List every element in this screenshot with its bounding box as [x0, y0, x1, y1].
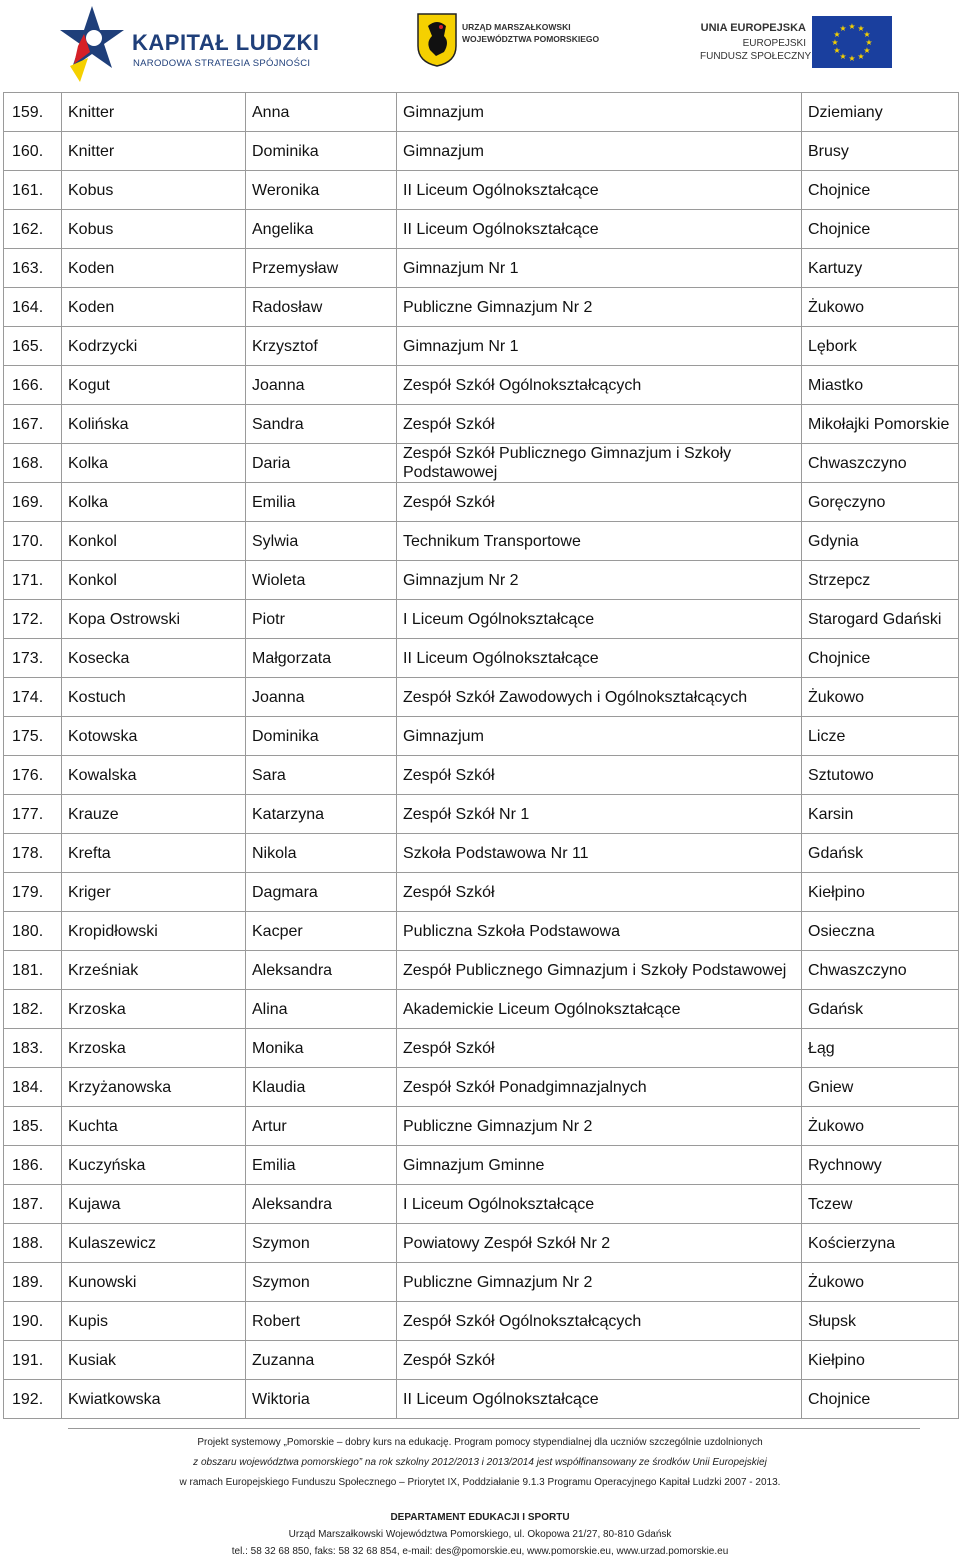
cell-num: 166. — [4, 366, 62, 405]
students-table-body — [4, 93, 959, 1419]
cell-town: Gniew — [802, 1068, 959, 1107]
cell-surname: Kriger — [62, 873, 246, 912]
cell-name: Szymon — [246, 1224, 397, 1263]
cell-num: 192. — [4, 1380, 62, 1419]
griffin-crest-icon — [416, 12, 458, 68]
cell-surname: Kobus — [62, 171, 246, 210]
cell-surname: Krzoska — [62, 1029, 246, 1068]
cell-town: Osieczna — [802, 912, 959, 951]
cell-town: Gdańsk — [802, 834, 959, 873]
cell-surname: Krefta — [62, 834, 246, 873]
cell-surname: Kolka — [62, 444, 246, 483]
svg-text:★: ★ — [833, 46, 841, 55]
cell-school: I Liceum Ogólnokształcące — [397, 600, 802, 639]
cell-school: Zespół Szkół — [397, 405, 802, 444]
cell-surname: Kowalska — [62, 756, 246, 795]
cell-school: Zespół Szkół — [397, 1029, 802, 1068]
cell-name: Katarzyna — [246, 795, 397, 834]
footer-line2: z obszaru województwa pomorskiego” na rok szkolny 2012/2013 i 2013/2014 jest współfinansowany ze środków Unii Europejskiej — [193, 1457, 767, 1468]
cell-school: Zespół Szkół Nr 1 — [397, 795, 802, 834]
cell-school: Zespół Szkół — [397, 1341, 802, 1380]
cell-school: Publiczne Gimnazjum Nr 2 — [397, 1107, 802, 1146]
cell-num: 164. — [4, 288, 62, 327]
cell-school: Zespół Szkół — [397, 756, 802, 795]
svg-text:★: ★ — [848, 22, 856, 31]
cell-school: II Liceum Ogólnokształcące — [397, 1380, 802, 1419]
table-row — [4, 327, 959, 366]
table-row — [4, 639, 959, 678]
cell-town: Łąg — [802, 1029, 959, 1068]
table-row — [4, 756, 959, 795]
table-row — [4, 795, 959, 834]
cell-surname: Kulaszewicz — [62, 1224, 246, 1263]
cell-name: Anna — [246, 93, 397, 132]
cell-num: 182. — [4, 990, 62, 1029]
cell-num: 160. — [4, 132, 62, 171]
kapital-ludzki-logo — [60, 4, 320, 84]
cell-town: Lębork — [802, 327, 959, 366]
cell-school: Gimnazjum — [397, 93, 802, 132]
cell-surname: Koden — [62, 288, 246, 327]
cell-num: 163. — [4, 249, 62, 288]
table-row — [4, 405, 959, 444]
table-row — [4, 1185, 959, 1224]
cell-town: Chwaszczyno — [802, 444, 959, 483]
table-row — [4, 951, 959, 990]
cell-town: Tczew — [802, 1185, 959, 1224]
cell-num: 178. — [4, 834, 62, 873]
cell-town: Kościerzyna — [802, 1224, 959, 1263]
cell-surname: Knitter — [62, 132, 246, 171]
cell-town: Kiełpino — [802, 873, 959, 912]
cell-name: Dominika — [246, 132, 397, 171]
table-row — [4, 210, 959, 249]
cell-name: Kacper — [246, 912, 397, 951]
cell-num: 161. — [4, 171, 62, 210]
cell-school: Akademickie Liceum Ogólnokształcące — [397, 990, 802, 1029]
ue-line3: FUNDUSZ SPOŁECZNY — [700, 51, 812, 62]
cell-surname: Kuczyńska — [62, 1146, 246, 1185]
cell-name: Zuzanna — [246, 1341, 397, 1380]
cell-num: 180. — [4, 912, 62, 951]
cell-name: Radosław — [246, 288, 397, 327]
cell-town: Rychnowy — [802, 1146, 959, 1185]
cell-surname: Kusiak — [62, 1341, 246, 1380]
cell-surname: Kujawa — [62, 1185, 246, 1224]
kapital-ludzki-title: KAPITAŁ LUDZKI — [132, 30, 320, 55]
ue-line2: EUROPEJSKI — [742, 38, 806, 49]
cell-surname: Kosecka — [62, 639, 246, 678]
cell-num: 181. — [4, 951, 62, 990]
cell-town: Chojnice — [802, 1380, 959, 1419]
cell-name: Daria — [246, 444, 397, 483]
cell-school: Gimnazjum Nr 1 — [397, 327, 802, 366]
cell-name: Dagmara — [246, 873, 397, 912]
cell-school: Zespół Szkół Ponadgimnazjalnych — [397, 1068, 802, 1107]
cell-surname: Krzyżanowska — [62, 1068, 246, 1107]
cell-town: Gdynia — [802, 522, 959, 561]
cell-num: 174. — [4, 678, 62, 717]
cell-town: Mikołajki Pomorskie — [802, 405, 959, 444]
cell-name: Małgorzata — [246, 639, 397, 678]
cell-num: 173. — [4, 639, 62, 678]
cell-school: Zespół Szkół Publicznego Gimnazjum i Szkoły Podstawowej — [397, 444, 802, 483]
cell-school: Zespół Szkół Ogólnokształcących — [397, 1302, 802, 1341]
cell-surname: Kodrzycki — [62, 327, 246, 366]
svg-text:★: ★ — [857, 52, 865, 61]
table-row — [4, 366, 959, 405]
cell-num: 170. — [4, 522, 62, 561]
cell-town: Żukowo — [802, 678, 959, 717]
cell-num: 175. — [4, 717, 62, 756]
table-row — [4, 873, 959, 912]
cell-surname: Krzoska — [62, 990, 246, 1029]
cell-name: Joanna — [246, 678, 397, 717]
svg-text:★: ★ — [865, 38, 873, 47]
table-row — [4, 912, 959, 951]
cell-num: 187. — [4, 1185, 62, 1224]
unia-europejska-logo — [700, 14, 900, 74]
cell-name: Wioleta — [246, 561, 397, 600]
cell-name: Sylwia — [246, 522, 397, 561]
cell-num: 177. — [4, 795, 62, 834]
students-table — [3, 92, 959, 1419]
cell-surname: Kunowski — [62, 1263, 246, 1302]
table-row — [4, 678, 959, 717]
footer-line3: w ramach Europejskiego Funduszu Społecznego – Priorytet IX, Poddziałanie 9.1.3 Programu Operacyjnego Kapitał Ludzki 2007 - 2013. — [179, 1477, 781, 1488]
cell-name: Dominika — [246, 717, 397, 756]
cell-name: Aleksandra — [246, 951, 397, 990]
cell-name: Robert — [246, 1302, 397, 1341]
cell-name: Nikola — [246, 834, 397, 873]
cell-town: Żukowo — [802, 1263, 959, 1302]
cell-school: Zespół Szkół — [397, 483, 802, 522]
cell-name: Artur — [246, 1107, 397, 1146]
table-row — [4, 132, 959, 171]
cell-num: 191. — [4, 1341, 62, 1380]
cell-num: 190. — [4, 1302, 62, 1341]
table-row — [4, 1146, 959, 1185]
cell-num: 162. — [4, 210, 62, 249]
table-row — [4, 1068, 959, 1107]
cell-school: Publiczne Gimnazjum Nr 2 — [397, 288, 802, 327]
cell-school: Technikum Transportowe — [397, 522, 802, 561]
cell-town: Dziemiany — [802, 93, 959, 132]
cell-surname: Kostuch — [62, 678, 246, 717]
cell-name: Przemysław — [246, 249, 397, 288]
cell-name: Weronika — [246, 171, 397, 210]
cell-school: II Liceum Ogólnokształcące — [397, 171, 802, 210]
svg-text:★: ★ — [839, 24, 847, 33]
svg-text:★: ★ — [833, 30, 841, 39]
cell-surname: Krauze — [62, 795, 246, 834]
footer-address: Urząd Marszałkowski Województwa Pomorskiego, ul. Okopowa 21/27, 80-810 Gdańsk — [288, 1529, 672, 1540]
cell-town: Gdańsk — [802, 990, 959, 1029]
table-row — [4, 1029, 959, 1068]
svg-text:★: ★ — [857, 24, 865, 33]
table-row — [4, 1263, 959, 1302]
cell-school: Zespół Publicznego Gimnazjum i Szkoły Podstawowej — [397, 951, 802, 990]
cell-surname: Kupis — [62, 1302, 246, 1341]
document-header — [0, 0, 960, 90]
cell-name: Piotr — [246, 600, 397, 639]
ue-line1: UNIA EUROPEJSKA — [700, 22, 806, 34]
footer-divider — [68, 1428, 920, 1429]
cell-school: Publiczne Gimnazjum Nr 2 — [397, 1263, 802, 1302]
cell-name: Joanna — [246, 366, 397, 405]
cell-num: 171. — [4, 561, 62, 600]
footer-department: DEPARTAMENT EDUKACJI I SPORTU — [390, 1512, 570, 1523]
cell-num: 179. — [4, 873, 62, 912]
cell-town: Strzepcz — [802, 561, 959, 600]
cell-town: Chojnice — [802, 171, 959, 210]
cell-surname: Kropidłowski — [62, 912, 246, 951]
cell-town: Brusy — [802, 132, 959, 171]
cell-num: 186. — [4, 1146, 62, 1185]
cell-num: 189. — [4, 1263, 62, 1302]
cell-num: 185. — [4, 1107, 62, 1146]
cell-town: Miastko — [802, 366, 959, 405]
cell-num: 167. — [4, 405, 62, 444]
table-row — [4, 249, 959, 288]
svg-text:★: ★ — [839, 52, 847, 61]
cell-town: Żukowo — [802, 1107, 959, 1146]
cell-school: I Liceum Ogólnokształcące — [397, 1185, 802, 1224]
cell-name: Emilia — [246, 1146, 397, 1185]
kapital-ludzki-subtitle: NARODOWA STRATEGIA SPÓJNOŚCI — [133, 58, 311, 69]
svg-text:★: ★ — [863, 46, 871, 55]
cell-name: Angelika — [246, 210, 397, 249]
cell-num: 188. — [4, 1224, 62, 1263]
kapital-ludzki-star-icon — [60, 4, 126, 84]
table-row — [4, 1380, 959, 1419]
table-row — [4, 561, 959, 600]
cell-num: 172. — [4, 600, 62, 639]
cell-num: 183. — [4, 1029, 62, 1068]
svg-text:★: ★ — [831, 38, 839, 47]
table-row — [4, 171, 959, 210]
urzad-marszalkowski-logo — [412, 10, 612, 74]
cell-school: Gimnazjum — [397, 717, 802, 756]
cell-name: Monika — [246, 1029, 397, 1068]
cell-town: Chojnice — [802, 639, 959, 678]
cell-name: Szymon — [246, 1263, 397, 1302]
cell-name: Krzysztof — [246, 327, 397, 366]
table-row — [4, 717, 959, 756]
cell-school: II Liceum Ogólnokształcące — [397, 210, 802, 249]
cell-num: 165. — [4, 327, 62, 366]
cell-surname: Konkol — [62, 522, 246, 561]
cell-school: Zespół Szkół — [397, 873, 802, 912]
cell-school: Gimnazjum Nr 2 — [397, 561, 802, 600]
cell-num: 169. — [4, 483, 62, 522]
cell-name: Wiktoria — [246, 1380, 397, 1419]
cell-school: Zespół Szkół Ogólnokształcących — [397, 366, 802, 405]
cell-surname: Kotowska — [62, 717, 246, 756]
svg-text:★: ★ — [848, 54, 856, 63]
cell-surname: Konkol — [62, 561, 246, 600]
footer-line1: Projekt systemowy „Pomorskie – dobry kurs na edukację. Program pomocy stypendialnej dla uczniów szczególnie uzdolnionych — [197, 1437, 763, 1448]
table-row — [4, 1341, 959, 1380]
table-row — [4, 93, 959, 132]
table-row — [4, 288, 959, 327]
cell-surname: Kolka — [62, 483, 246, 522]
table-row — [4, 522, 959, 561]
cell-name: Klaudia — [246, 1068, 397, 1107]
cell-name: Aleksandra — [246, 1185, 397, 1224]
cell-school: Gimnazjum Gminne — [397, 1146, 802, 1185]
cell-school: Gimnazjum — [397, 132, 802, 171]
cell-school: Zespół Szkół Zawodowych i Ogólnokształcących — [397, 678, 802, 717]
cell-town: Chojnice — [802, 210, 959, 249]
cell-surname: Kobus — [62, 210, 246, 249]
table-row — [4, 1224, 959, 1263]
table-row — [4, 600, 959, 639]
table-row — [4, 1302, 959, 1341]
cell-surname: Kwiatkowska — [62, 1380, 246, 1419]
cell-surname: Kopa Ostrowski — [62, 600, 246, 639]
cell-name: Sara — [246, 756, 397, 795]
cell-surname: Knitter — [62, 93, 246, 132]
cell-num: 184. — [4, 1068, 62, 1107]
cell-town: Starogard Gdański — [802, 600, 959, 639]
cell-town: Żukowo — [802, 288, 959, 327]
cell-num: 168. — [4, 444, 62, 483]
cell-name: Emilia — [246, 483, 397, 522]
cell-town: Sztutowo — [802, 756, 959, 795]
cell-school: II Liceum Ogólnokształcące — [397, 639, 802, 678]
table-row — [4, 483, 959, 522]
cell-town: Karsin — [802, 795, 959, 834]
table-row — [4, 990, 959, 1029]
cell-town: Kartuzy — [802, 249, 959, 288]
cell-surname: Kuchta — [62, 1107, 246, 1146]
cell-num: 159. — [4, 93, 62, 132]
cell-num: 176. — [4, 756, 62, 795]
cell-town: Licze — [802, 717, 959, 756]
table-row — [4, 834, 959, 873]
table-row — [4, 444, 959, 483]
cell-town: Goręczyno — [802, 483, 959, 522]
table-row — [4, 1107, 959, 1146]
cell-name: Sandra — [246, 405, 397, 444]
cell-town: Słupsk — [802, 1302, 959, 1341]
cell-surname: Kolińska — [62, 405, 246, 444]
svg-text:★: ★ — [863, 30, 871, 39]
cell-town: Kiełpino — [802, 1341, 959, 1380]
cell-surname: Krześniak — [62, 951, 246, 990]
urzad-line2: WOJEWÓDZTWA POMORSKIEGO — [462, 34, 600, 44]
urzad-line1: URZĄD MARSZAŁKOWSKI — [462, 22, 571, 32]
cell-school: Powiatowy Zespół Szkół Nr 2 — [397, 1224, 802, 1263]
cell-name: Alina — [246, 990, 397, 1029]
cell-school: Gimnazjum Nr 1 — [397, 249, 802, 288]
cell-surname: Kogut — [62, 366, 246, 405]
cell-school: Szkoła Podstawowa Nr 11 — [397, 834, 802, 873]
footer-contact: tel.: 58 32 68 850, faks: 58 32 68 854, e-mail: des@pomorskie.eu, www.pomorskie.eu, www.urzad.pomorskie.eu — [231, 1546, 729, 1557]
cell-town: Chwaszczyno — [802, 951, 959, 990]
cell-school: Publiczna Szkoła Podstawowa — [397, 912, 802, 951]
cell-surname: Koden — [62, 249, 246, 288]
eu-flag-icon — [812, 16, 892, 68]
